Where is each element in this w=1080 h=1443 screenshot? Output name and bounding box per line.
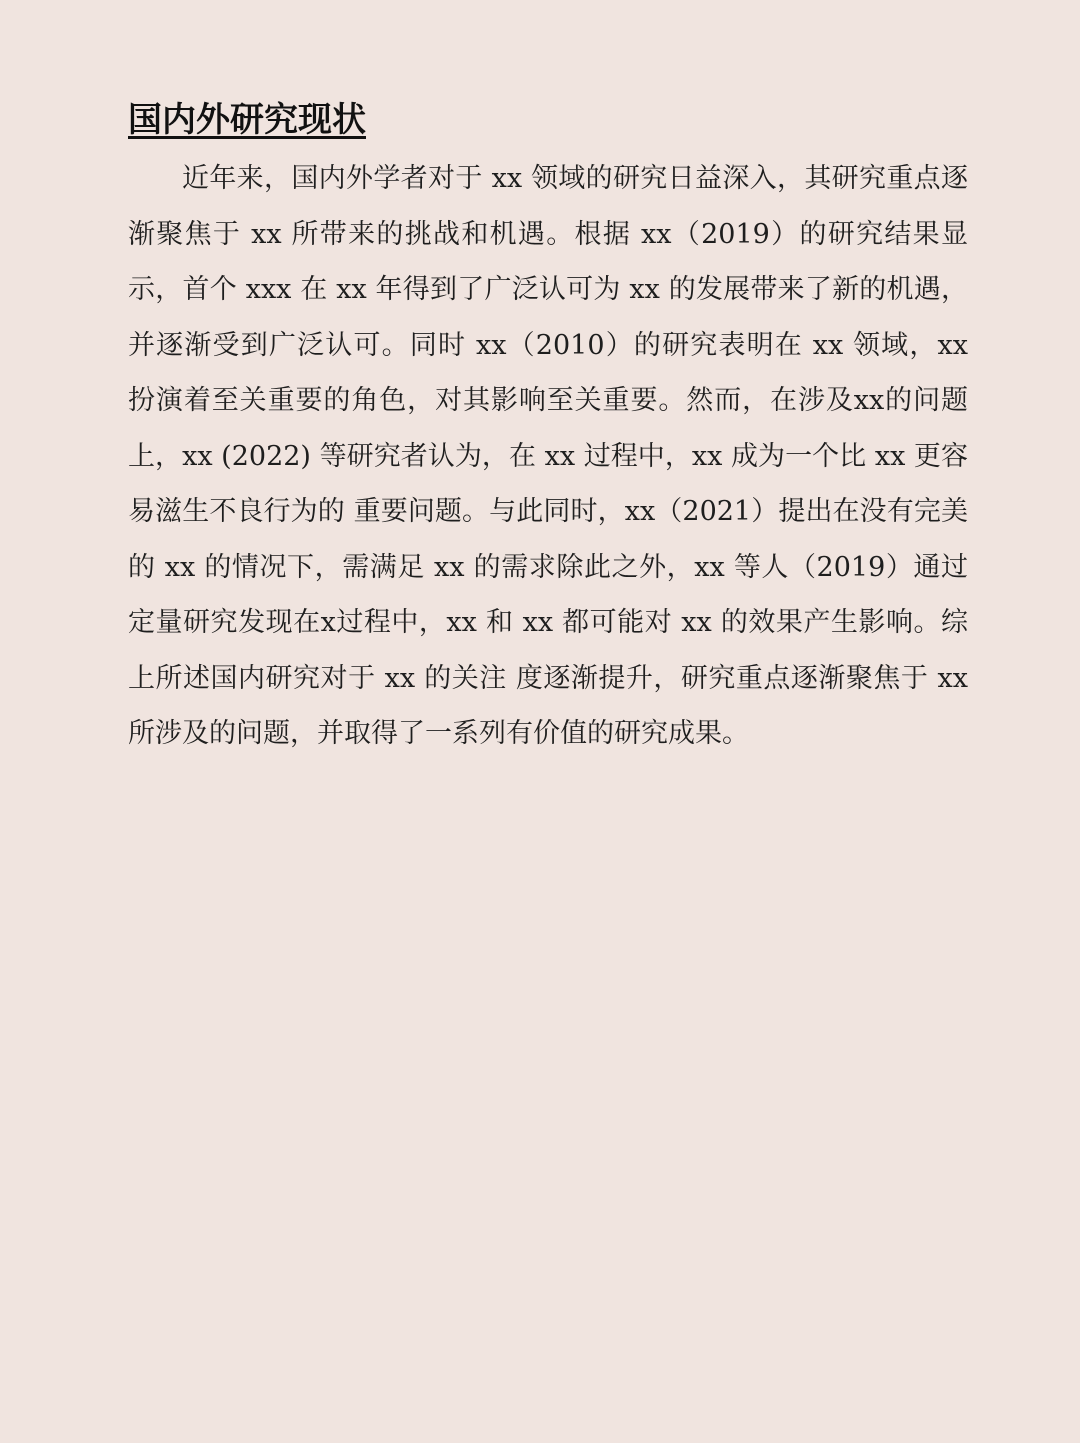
section-heading: 国内外研究现状 [128,100,366,140]
body-paragraph: 近年来，国内外学者对于 xx 领域的研究日益深入，其研究重点逐渐聚焦于 xx 所带来的挑战和机遇。根据 xx（2019）的研究结果显示，首个 xxx 在 xx 年得到了广泛认可为 xx 的发展带来了新的机遇，并逐渐受到广泛认可。同时 xx（2010）的研究表明在 xx 领域，xx 扮演着至关重要的角色，对其影响至关重要。然而，在涉及xx的问题上，xx (2022) 等研究者认为，在 xx 过程中，xx 成为一个比 xx 更容易滋生不良行为的 重要问题。与此同时，xx（2021）提出在没有完美的 xx 的情况下，需满足 xx 的需求除此之外，xx 等人（2019）通过定量研究发现在x过程中，xx 和 xx 都可能对 xx 的效果产生影响。综上所述国内研究对于 xx 的关注 度逐渐提升，研究重点逐渐聚焦于 xx 所涉及的问题，并取得了一系列有价值的研究成果。 [128,163,968,749]
